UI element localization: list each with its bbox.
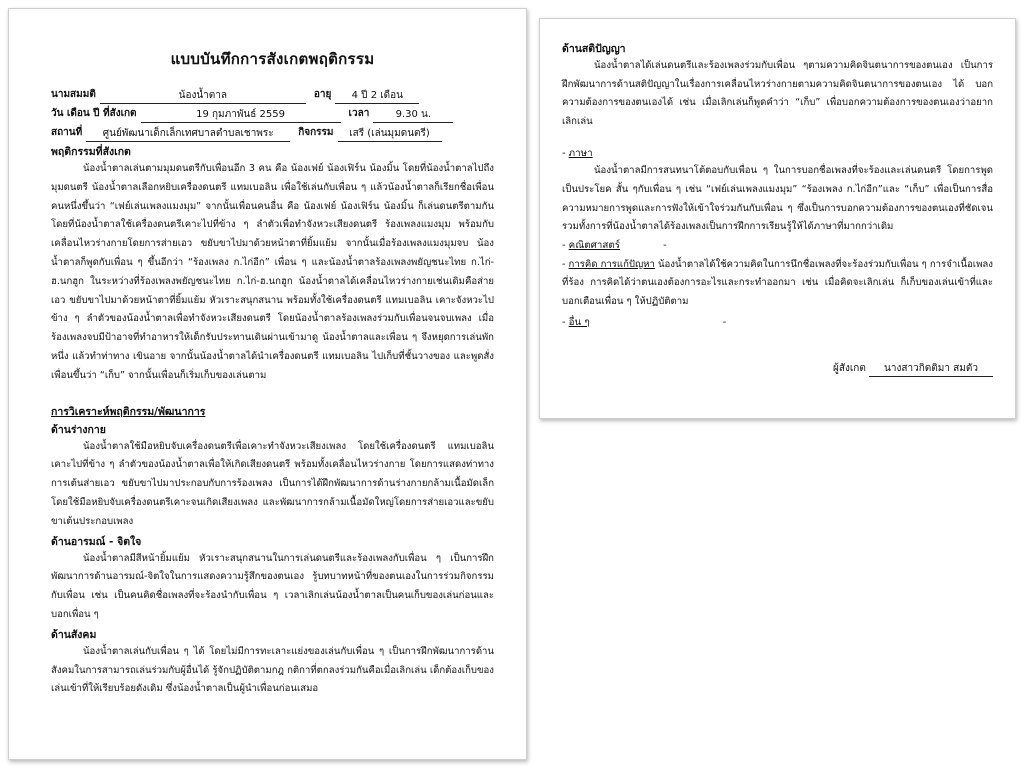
other-label: อื่น ๆ: [568, 316, 590, 328]
math-label: คณิตศาสตร์: [568, 239, 620, 251]
time-value: 9.30 น.: [373, 108, 453, 123]
date-value: 19 กุมภาพันธ์ 2559: [141, 108, 341, 123]
place-label: สถานที่: [51, 127, 83, 138]
thinking-text: น้องน้ำตาลได้ใช้ความคิดในการนึกชื่อเพลงที่จะร้องร่วมกับเพื่อน ๆ การจำเนื้อเพลงที่ร้อง การคิดได้ว่าตนเองต้องการอะไรและกระทำออกมา เช่น เมื่อคิดจะเลิกเล่น ก็เก็บของเล่นเข้าที่และบอกเตือนเพื่อน ๆ ให้ปฏิบัติตาม: [562, 258, 993, 307]
nickname-label: นามสมมติ: [51, 89, 96, 100]
age-label: อายุ: [313, 89, 332, 100]
activity-label: กิจกรรม: [298, 127, 334, 138]
other-heading: - อื่น ๆ -: [562, 316, 727, 328]
observer-name: นางสาวกิตติมา สมตัว: [869, 362, 993, 377]
field-row-place-activity: [51, 123, 494, 142]
intellect-text: น้องน้ำตาลได้เล่นดนตรีและร้องเพลงร่วมกับเพื่อน ๆตามความคิดจินตนาการของตนเอง เป็นการฝึกพัฒนาการด้านสติปัญญาในเรื่องการเคลื่อนไหวร่างกายตามความคิดจินตนาการของตนเอง ได้ บอกความต้องการของตนเองได้ เช่น เมื่อเลิกเล่นก็พูดคำว่า “เก็บ” เพื่อบอกความต้องการของตนเองว่าอยากเลิกเล่น: [562, 60, 993, 127]
math-heading: - คณิตศาสตร์ -: [562, 239, 667, 251]
language-text: น้องน้ำตาลมีการสนทนาโต้ตอบกับเพื่อน ๆ ในการบอกชื่อเพลงที่จะร้องและเล่นดนตรี โดยการพูดเป็นประโยค สั้น ๆกับเพื่อน ๆ เช่น “เฟย์เล่นเพลงแมงมุม” “ร้องเพลง ก.ไก่อีก”และ “เก็บ” เพื่อเป็นการสื่อความหมายการพูดและการฟังให้เข้าใจร่วมกันกับเพื่อน ๆ ซึ่งเป็นการบอกความต้องการของตนเองที่ชัดเจน รวมทั้งการที่น้องน้ำตาลได้ร้องเพลงเป็นการฝึกการเรียนรู้ให้ได้ภาษาที่มากกว่าเดิม: [562, 165, 993, 233]
left-page: [8, 8, 527, 760]
document-title: แบบบันทึกการสังเกตพฤติกรรม: [170, 50, 375, 68]
right-page: [539, 18, 1016, 419]
observed-text: น้องน้ำตาลเล่นตามมุมดนตรีกับเพื่อนอีก 3 คน คือ น้องเฟย์ น้องเฟิร์น น้องมิ้น โดยที่น้องน้ำตาลไปถึงมุมดนตรี น้องน้ำตาลเลือกหยิบเครื่องดนตรี แทมเบอลิน เพื่อใช้เล่นกับเพื่อน ๆ แล้วน้องน้ำตาลก็เรียกชื่อเพื่อนคนหนึ่งขึ้นว่า “เฟย์เล่นเพลงแมงมุม” จากนั้นเพื่อนคนอื่น คือ น้องเฟย์ น้องเฟิร์น น้องมิ้น ก็เล่นดนตรีตามกัน โดยที่น้องน้ำตาลใช้เครื่องดนตรีเคาะไปที่ข้าง ๆ ลำตัวเพื่อทำจังหวะเสียงดนตรี ร้องเพลงแมงมุม พร้อมกับเคลื่อนไหวร่างกายโดยการส่ายเอว ขยับขาไปมาด้วยหน้าตาที่ยิ้มแย้ม จากนั้นเมื่อร้องเพลงแมงมุมจบ น้องน้ำตาลก็พูดกับเพื่อน ๆ ขึ้นอีกว่า “ร้องเพลง ก.ไก่อีก” เพื่อน ๆ และน้องน้ำตาลร้องเพลงพยัญชนะไทย ก.ไก่-ฮ.นกฮูก ในระหว่างที่ร้องเพลงพยัญชนะไทย ก.ไก่-ฮ.นกฮูก น้องน้ำตาลได้เคลื่อนไหวร่างกายเช่นเดิมคือส่ายเอว ขยับขาไปมาด้วยหน้าตาที่ยิ้มแย้ม หัวเราะสนุกสนาน พร้อมทั้งใช้เครื่องดนตรี แทมเบอลิน เคาะจังหวะไปข้าง ๆ ลำตัวของน้องน้ำตาลเพื่อทำจังหวะเสียงดนตรี โดยน้องน้ำตาลร้องเพลงร่วมกับเพื่อนจนจบเพลง เมื่อร้องเพลงจบมีป้าอาจที่ทำอาหารให้เด็กรับประทานเดินผ่านเข้ามาดู น้องน้ำตาลและเพื่อน ๆ จึงหยุดการเล่นพักหนึ่ง แล้วทำท่าทาง เขินอาย จากนั้นน้องน้ำตาลได้นำเครื่องดนตรี แทมเบอลิน ไปเก็บที่ชั้นวางของ และพูดสั่งเพื่อนขึ้นว่า “เก็บ” จากนั้นเพื่อนก็เริ่มเก็บของเล่นตาม: [51, 163, 494, 381]
place-value: ศูนย์พัฒนาเด็กเล็กเทศบาลตำบลเชาพระ: [86, 127, 290, 142]
observer-signature: [562, 361, 993, 377]
intellect-heading: ด้านสติปัญญา: [562, 43, 626, 55]
physical-heading: ด้านร่างกาย: [51, 423, 106, 436]
analysis-heading: การวิเคราะห์พฤติกรรม/พัฒนาการ: [51, 405, 206, 418]
observer-label: ผู้สังเกต: [833, 362, 866, 374]
field-row-date-time: [51, 104, 494, 123]
social-text: น้องน้ำตาลเล่นกับเพื่อน ๆ ได้ โดยไม่มีการทะเลาะแย่งของเล่นกับเพื่อน ๆ เป็นการฝึกพัฒนาการด้านสังคมในการสามารถเล่นร่วมกับผู้อื่นได้ รู้จักปฏิบัติตามกฎ กติกาที่ตกลงร่วมกันคือเมื่อเลิกเล่น เด็กต้องเก็บของเล่นเข้าที่ให้เรียบร้อยดังเดิม ซึ่งน้องน้ำตาลเป็นผู้นำเพื่อนก่อนเสมอ: [51, 645, 494, 695]
field-row-name-age: [51, 85, 494, 104]
observed-heading: พฤติกรรมที่สังเกต: [51, 146, 131, 158]
emotion-heading: ด้านอารมณ์ - จิตใจ: [51, 535, 142, 548]
thinking-label: การคิด การแก้ปัญหา: [568, 258, 655, 270]
language-label: ภาษา: [568, 148, 593, 160]
activity-value: เสรี (เล่นมุมดนตรี): [338, 127, 442, 142]
nickname-value: น้องน้ำตาล: [100, 89, 306, 104]
date-label: วัน เดือน ปี ที่สังเกต: [51, 108, 137, 119]
emotion-text: น้องน้ำตาลมีสีหน้ายิ้มแย้ม หัวเราะสนุกสนานในการเล่นดนตรีและร้องเพลงกับเพื่อน ๆ เป็นการฝึกพัฒนาการด้านอารมณ์-จิตใจในการแสดงความรู้สึกของตนเอง รู้บทบาทหน้าที่ของตนเองในการร่วมกิจกรรมกับเพื่อน เช่น เป็นคนคิดชื่อเพลงที่จะร้องนำกับเพื่อน ๆ เวลาเลิกเล่นน้องน้ำตาลเป็นคนเก็บของเล่นก่อนและบอกเพื่อน ๆ: [51, 552, 494, 620]
language-heading: - ภาษา: [562, 148, 593, 160]
age-value: 4 ปี 2 เดือน: [335, 89, 419, 104]
thinking-paragraph: - การคิด การแก้ปัญหา น้องน้ำตาลได้ใช้ความคิดในการนึกชื่อเพลงที่จะร้องร่วมกับเพื่อน ๆ การจำเนื้อเพลงที่ร้อง การคิดได้ว่าตนเองต้องการอะไรและกระทำออกมา เช่น เมื่อคิดจะเลิกเล่น ก็เก็บของเล่นเข้าที่และบอกเตือนเพื่อน ๆ ให้ปฏิบัติตาม: [562, 258, 993, 307]
time-label: เวลา: [348, 108, 370, 119]
social-heading: ด้านสังคม: [51, 628, 97, 641]
physical-text: น้องน้ำตาลใช้มือหยิบจับเครื่องดนตรีเพื่อเคาะทำจังหวะเสียงเพลง โดยใช้เครื่องดนตรี แทมเบอลิน เคาะไปที่ข้าง ๆ ลำตัวของน้องน้ำตาลเพื่อให้เกิดเสียงดนตรี พร้อมทั้งเคลื่อนไหวร่างกาย โดยการแสดงท่าทางการเต้นส่ายเอว ขยับขาไปมาประกอบกับการร้องเพลง เป็นการได้ฝึกพัฒนาการด้านร่างกายกล้ามเนื้อมัดเล็กโดยใช้มือหยิบจับเครื่องดนตรีเคาะจนเกิดเสียงเพลง และพัฒนาการกล้ามเนื้อมัดใหญ่โดยการส่ายเอวและขยับขาเต้นประกอบเพลง: [51, 440, 494, 527]
